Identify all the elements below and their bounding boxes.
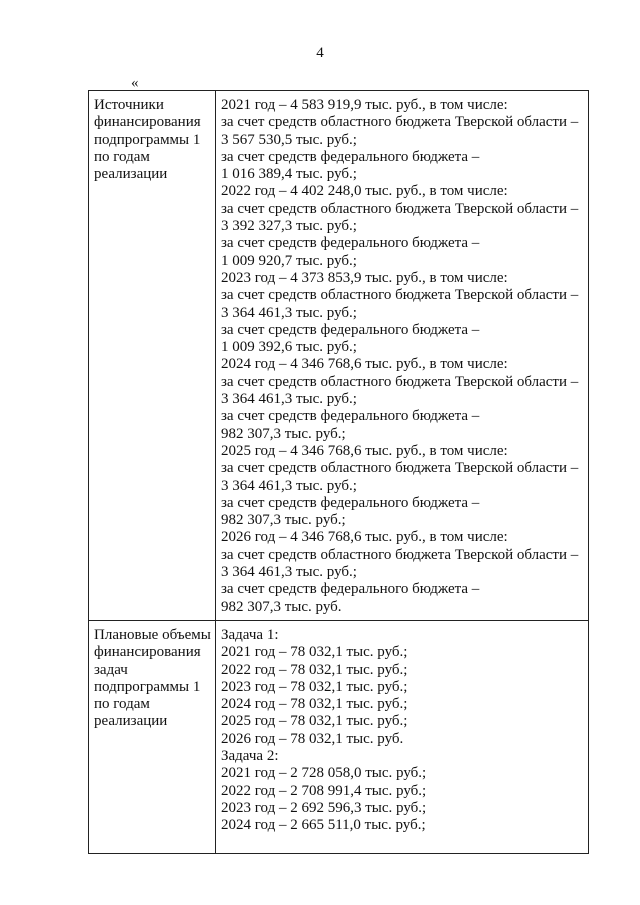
table-row-funding-sources: [89, 91, 589, 621]
label-line: задач: [94, 661, 128, 678]
content-line: 1 009 920,7 тыс. руб.;: [221, 252, 357, 269]
row-content-text: [221, 97, 588, 616]
content-line: Задача 2:: [221, 747, 279, 764]
row-content-cell: [216, 620, 589, 853]
content-line: 2021 год – 4 583 919,9 тыс. руб., в том числе:: [221, 97, 508, 113]
content-line: 2025 год – 4 346 768,6 тыс. руб., в том числе:: [221, 442, 508, 459]
content-line: Задача 1:: [221, 626, 279, 643]
row-label-cell: [89, 91, 216, 621]
content-line: 2022 год – 78 032,1 тыс. руб.;: [221, 661, 408, 678]
content-line: за счет средств федерального бюджета –: [221, 408, 480, 425]
content-line: 2026 год – 4 346 768,6 тыс. руб., в том числе:: [221, 529, 508, 546]
content-line: за счет средств федерального бюджета –: [221, 148, 480, 165]
financing-table: [88, 90, 589, 854]
content-line: 3 364 461,3 тыс. руб.;: [221, 564, 357, 581]
content-line: за счет средств федерального бюджета –: [221, 235, 480, 252]
content-line: 3 364 461,3 тыс. руб.;: [221, 304, 357, 321]
content-line: 2021 год – 78 032,1 тыс. руб.;: [221, 644, 408, 661]
content-line: за счет средств областного бюджета Тверской области –: [221, 460, 579, 477]
label-line: подпрограммы 1: [94, 678, 201, 695]
content-line: 1 009 392,6 тыс. руб.;: [221, 339, 357, 356]
content-line: 3 364 461,3 тыс. руб.;: [221, 477, 357, 494]
content-line: 2022 год – 4 402 248,0 тыс. руб., в том числе:: [221, 183, 508, 200]
content-line: за счет средств федерального бюджета –: [221, 321, 480, 338]
label-line: финансирования: [94, 644, 201, 661]
row-content-cell: [216, 91, 589, 621]
content-line: 2025 год – 78 032,1 тыс. руб.;: [221, 713, 408, 730]
row-label-text: [94, 627, 215, 731]
label-line: Источники: [94, 97, 164, 113]
content-line: 2023 год – 78 032,1 тыс. руб.;: [221, 678, 408, 695]
content-line: за счет средств областного бюджета Тверской области –: [221, 287, 579, 304]
label-line: реализации: [94, 713, 168, 730]
label-line: финансирования: [94, 114, 201, 131]
content-line: 2021 год – 2 728 058,0 тыс. руб.;: [221, 765, 427, 782]
content-line: 982 307,3 тыс. руб.: [221, 598, 342, 615]
page-number: 4: [316, 45, 324, 61]
row-content-text: [221, 627, 588, 835]
content-line: 3 567 530,5 тыс. руб.;: [221, 131, 357, 148]
content-line: 3 392 327,3 тыс. руб.;: [221, 218, 357, 235]
content-line: 3 364 461,3 тыс. руб.;: [221, 391, 357, 408]
label-line: реализации: [94, 166, 168, 183]
label-line: подпрограммы 1: [94, 131, 201, 148]
content-line: за счет средств федерального бюджета –: [221, 581, 480, 598]
content-line: за счет средств областного бюджета Тверской области –: [221, 200, 579, 217]
content-line: 2024 год – 78 032,1 тыс. руб.;: [221, 696, 408, 713]
content-line: 1 016 389,4 тыс. руб.;: [221, 166, 357, 183]
label-line: по годам: [94, 696, 150, 713]
content-line: 2023 год – 2 692 596,3 тыс. руб.;: [221, 799, 427, 816]
content-line: 2024 год – 2 665 511,0 тыс. руб.;: [221, 817, 426, 834]
content-line: за счет средств областного бюджета Тверской области –: [221, 546, 579, 563]
content-line: 982 307,3 тыс. руб.;: [221, 425, 346, 442]
table-row-task-financing: [89, 620, 589, 853]
content-line: за счет средств федерального бюджета –: [221, 494, 480, 511]
row-label-cell: [89, 620, 216, 853]
label-line: Плановые объемы: [94, 626, 211, 643]
content-line: 982 307,3 тыс. руб.;: [221, 512, 346, 529]
content-line: за счет средств областного бюджета Тверской области –: [221, 373, 579, 390]
content-line: 2024 год – 4 346 768,6 тыс. руб., в том числе:: [221, 356, 508, 373]
label-line: по годам: [94, 148, 150, 165]
content-line: 2022 год – 2 708 991,4 тыс. руб.;: [221, 782, 427, 799]
row-label-text: [94, 97, 215, 183]
content-line: за счет средств областного бюджета Тверской области –: [221, 114, 579, 131]
open-quote-mark: «: [131, 75, 139, 91]
content-line: 2023 год – 4 373 853,9 тыс. руб., в том числе:: [221, 269, 508, 286]
content-line: 2026 год – 78 032,1 тыс. руб.: [221, 730, 404, 747]
